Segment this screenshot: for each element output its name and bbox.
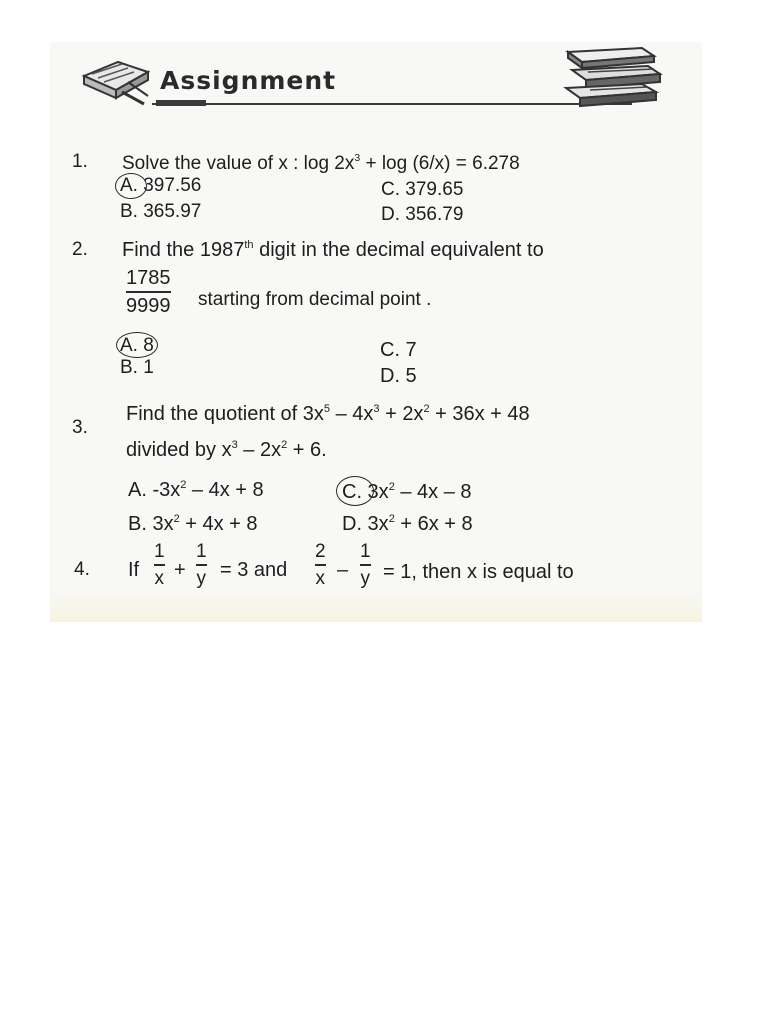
exponent: 2 bbox=[281, 438, 288, 451]
q1-exponent: 3 bbox=[354, 153, 361, 165]
q1-rest: + log (6/x) = 6.278 bbox=[360, 153, 520, 174]
fraction-bar bbox=[196, 564, 207, 566]
q1-prefix: Solve the value of x : log 2x bbox=[122, 153, 355, 174]
q3-answer-circle bbox=[336, 476, 374, 506]
q3-b-post: + 4x + 8 bbox=[179, 513, 258, 535]
exponent: 2 bbox=[388, 512, 395, 525]
q3-l1-term: – 4x bbox=[330, 403, 374, 425]
q2-ordinal: th bbox=[244, 238, 254, 251]
q3-option-b bbox=[128, 514, 258, 534]
numerator: 1 bbox=[196, 541, 207, 562]
page-title: Assignment bbox=[160, 66, 337, 95]
q3-line2 bbox=[126, 440, 327, 460]
numerator: 2 bbox=[315, 541, 326, 562]
q3-number: 3. bbox=[72, 417, 88, 438]
denominator: x bbox=[154, 567, 165, 589]
q1-option-b: B. 365.97 bbox=[120, 201, 202, 222]
exponent: 2 bbox=[180, 478, 187, 491]
numerator: 1 bbox=[360, 541, 371, 562]
q3-a-post: – 4x + 8 bbox=[186, 479, 264, 501]
denominator: x bbox=[315, 567, 326, 589]
q1-option-d: D. 356.79 bbox=[381, 204, 464, 225]
exponent: 5 bbox=[323, 402, 331, 415]
q3-c-pre: C. 3x bbox=[342, 481, 389, 503]
q1-number: 1. bbox=[72, 151, 88, 172]
q3-b-pre: B. 3x bbox=[128, 513, 174, 535]
fraction-bar bbox=[315, 564, 326, 566]
q4-fraction-4 bbox=[360, 542, 371, 588]
q2-line1 bbox=[122, 240, 544, 260]
q4-fraction-3 bbox=[315, 542, 326, 588]
q1-answer-circle bbox=[115, 173, 147, 199]
q2-line1-post: digit in the decimal equivalent to bbox=[253, 239, 544, 261]
q4-number: 4. bbox=[74, 559, 90, 580]
q2-option-c: C. 7 bbox=[380, 339, 417, 361]
q4-if: If bbox=[128, 559, 140, 581]
q3-line1 bbox=[126, 404, 530, 424]
worksheet bbox=[50, 42, 702, 622]
q3-a-pre: A. -3x bbox=[128, 479, 181, 501]
q3-l2-post: + 6. bbox=[287, 439, 327, 461]
q2-denominator: 9999 bbox=[126, 294, 171, 317]
q4-plus: + bbox=[174, 559, 186, 581]
q2-fraction bbox=[126, 268, 171, 316]
q3-option-d bbox=[342, 514, 473, 534]
exponent: 3 bbox=[373, 402, 380, 415]
q2-option-a: A. 8 bbox=[120, 335, 154, 356]
fraction-bar bbox=[126, 291, 171, 293]
q3-l1-term: + 2x bbox=[379, 403, 424, 425]
q4-fraction-1 bbox=[154, 542, 165, 588]
q2-option-b: B. 1 bbox=[120, 357, 154, 378]
q2-answer-circle bbox=[116, 332, 158, 358]
q1-option-a: A. 397.56 bbox=[120, 175, 202, 196]
q2-option-d: D. 5 bbox=[380, 365, 417, 387]
q3-d-post: + 6x + 8 bbox=[394, 513, 473, 535]
book-stack-icon bbox=[558, 44, 670, 108]
q1-text bbox=[122, 154, 520, 173]
exponent: 2 bbox=[173, 512, 180, 525]
q3-l2-pre: divided by x bbox=[126, 439, 232, 461]
q3-l2-term: – 2x bbox=[237, 439, 282, 461]
q3-l1-post: + 36x + 48 bbox=[429, 403, 530, 425]
q4-end: = 1, then x is equal to bbox=[383, 561, 574, 583]
fraction-bar bbox=[360, 564, 371, 566]
fraction-bar bbox=[154, 564, 165, 566]
q2-line1-pre: Find the 1987 bbox=[122, 239, 245, 261]
q1-option-c: C. 379.65 bbox=[381, 179, 464, 200]
worksheet-edge bbox=[50, 590, 702, 622]
q2-line2: starting from decimal point . bbox=[198, 289, 432, 310]
pencil-notebook-icon bbox=[78, 52, 158, 108]
numerator: 1 bbox=[154, 541, 165, 562]
exponent: 2 bbox=[388, 480, 395, 493]
q4-fraction-2 bbox=[196, 542, 207, 588]
denominator: y bbox=[196, 567, 207, 589]
q3-option-a bbox=[128, 480, 264, 500]
q2-number: 2. bbox=[72, 239, 88, 260]
exponent: 2 bbox=[423, 402, 430, 415]
q3-l1-pre: Find the quotient of 3x bbox=[126, 403, 324, 425]
q4-mid: = 3 and bbox=[220, 559, 288, 581]
q2-numerator: 1785 bbox=[126, 267, 171, 289]
exponent: 3 bbox=[231, 438, 238, 451]
q3-c-post: – 4x – 8 bbox=[394, 481, 472, 503]
q4-minus: – bbox=[337, 559, 349, 581]
q3-d-pre: D. 3x bbox=[342, 513, 389, 535]
denominator: y bbox=[360, 567, 371, 589]
